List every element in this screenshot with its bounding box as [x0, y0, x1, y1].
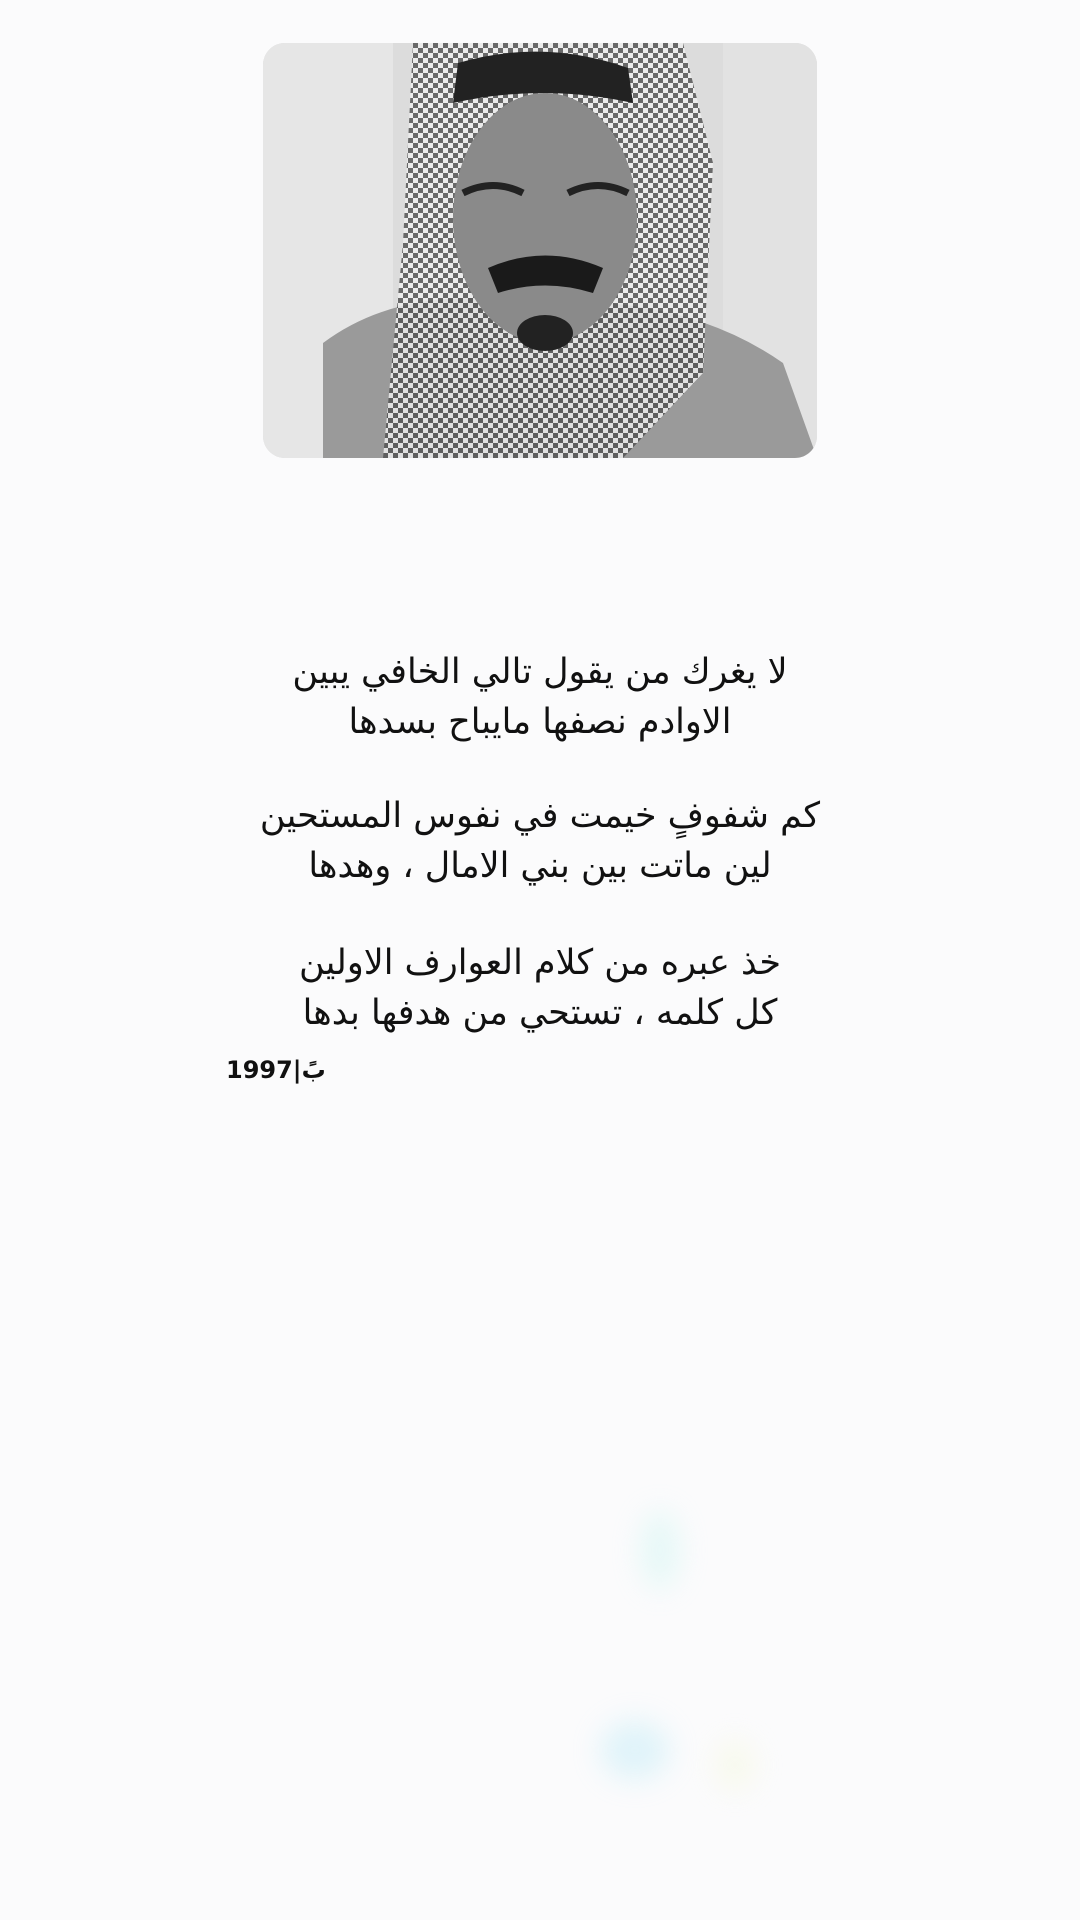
- poem-line: لا يغرك من يقول تالي الخافي يبين: [292, 652, 788, 692]
- portrait-image: [263, 43, 817, 458]
- signature-year: 1997|بً: [226, 1056, 326, 1084]
- portrait-photo: [263, 43, 817, 458]
- background-blur: [600, 1720, 670, 1780]
- poem-line: خذ عبره من كلام العوارف الاولين: [298, 943, 782, 983]
- poem-line: كل كلمه ، تستحي من هدفها بدها: [302, 993, 778, 1033]
- poem-line: لين ماتت بين بني الامال ، وهدها: [308, 846, 772, 886]
- poem-line: كم شفوفٍ خيمت في نفوس المستحين: [259, 796, 821, 836]
- background-blur: [715, 1740, 755, 1790]
- background-blur: [640, 1510, 680, 1590]
- poem-line: الاوادم نصفها مايباح بسدها: [348, 702, 732, 742]
- poem-stanza-2: [200, 791, 880, 891]
- poem-stanza-1: [200, 647, 880, 747]
- poem-stanza-3: [200, 938, 880, 1038]
